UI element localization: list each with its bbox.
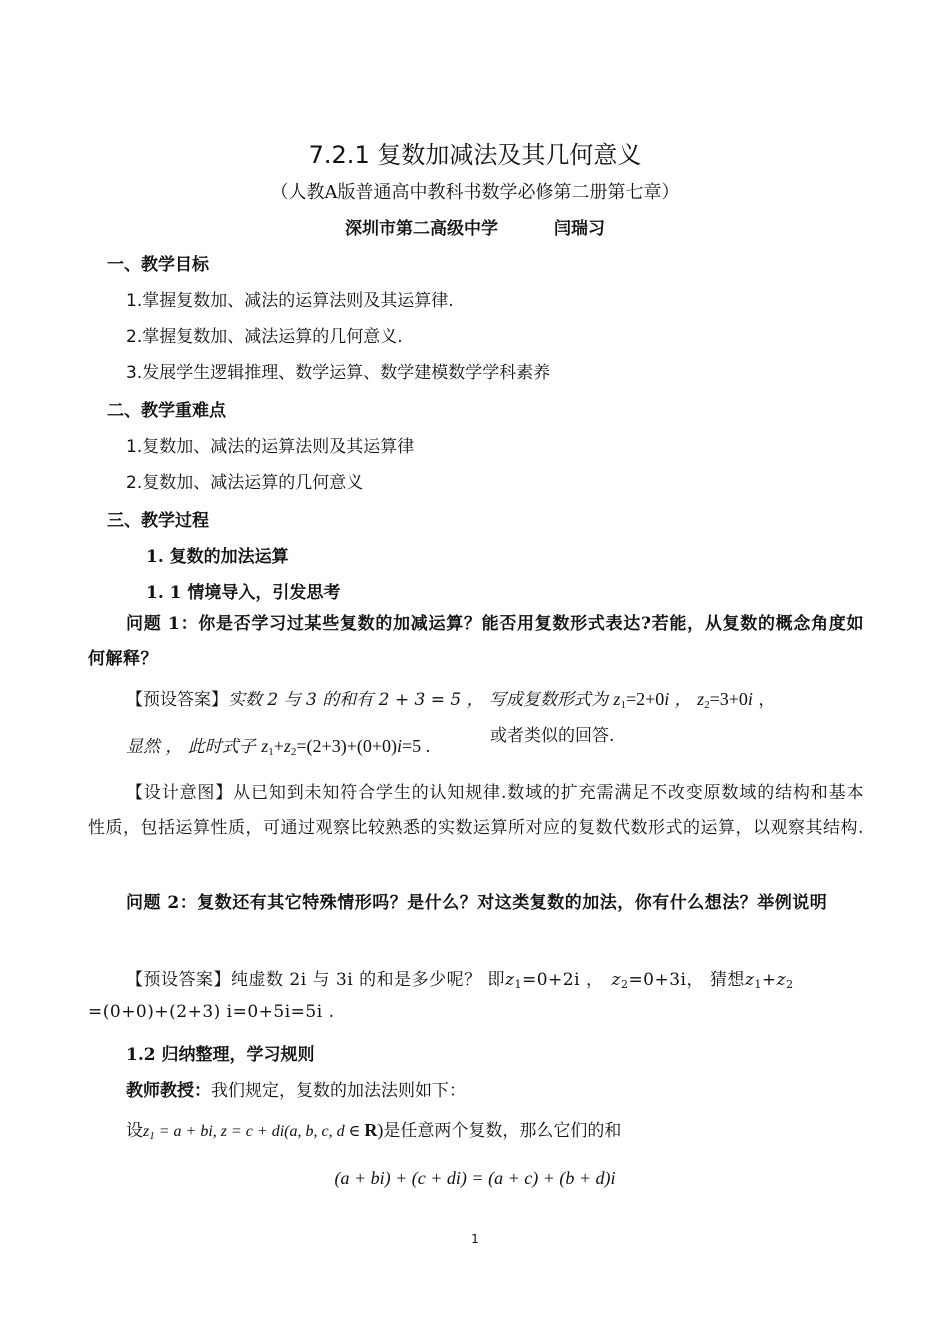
section-heading-goals: 一、教学目标: [107, 255, 209, 275]
teacher-instruction: [126, 1076, 466, 1101]
answer-1-tail: 或者类似的回答.: [490, 726, 615, 746]
question-2: 问题 2：复数还有其它特殊情形吗？是什么？对这类复数的加法，你有什么想法？举例说明: [126, 893, 828, 913]
keypoint-item-1: 1.复数加、减法的运算法则及其运算律: [126, 437, 415, 457]
teacher-text: 我们规定，复数的加法法则如下：: [211, 1081, 466, 1101]
rule-statement: 设$z_1 = a$ + bi, z = c + di(a, b, c, d ∈ R)是任意两个复数，那么它们的和: [126, 1120, 622, 1142]
z1-expression: $z_1=2+0i$: [613, 689, 670, 711]
section-heading-process: 三、教学过程: [107, 511, 209, 531]
subsection-addition: 1. 复数的加法运算: [146, 547, 289, 567]
page-subtitle: （人教A版普通高中教科书数学必修第二册第七章）: [270, 182, 680, 203]
teacher-label: 教师教授：: [126, 1081, 211, 1101]
author-name: 闫瑞习: [554, 219, 605, 239]
answer-2-label: 【预设答案】: [126, 970, 231, 990]
design-intent: 【设计意图】从已知到未知符合学生的认知规律.数域的扩充需满足不改变原数域的结构和基本性质，包括运算性质，可通过观察比较熟悉的实数运算所对应的复数代数形式的运算，以观察其结构.: [88, 783, 864, 838]
answer-2-line-2: =(0+0)+(2+3) i=0+5i=5i .: [88, 1002, 335, 1022]
answer-1-line-2: [126, 732, 430, 758]
rule-text: 是任意两个复数，那么它们的和: [383, 1121, 622, 1141]
rule-math: = a + bi, z = c + di(a, b, c, d ∈: [154, 1123, 365, 1140]
question-1: 问题 1：你是否学习过某些复数的加减运算？能否用复数形式表达?若能，从复数的概念角度如何解释？: [88, 614, 864, 669]
goal-item-1: 1.掌握复数加、减法的运算法则及其运算律.: [126, 291, 454, 311]
page-number: 1: [471, 1232, 479, 1246]
author-line: [0, 214, 950, 239]
section-heading-keypoints: 二、教学重难点: [107, 401, 226, 421]
sum-expression: $z_1+z_2=(2+3)+(0+0)i=5$ .: [261, 736, 431, 758]
answer-1-line-1: 【预设答案】实数 2 与 3 的和有 2 + 3 = 5 ， 写成复数形式为 $z_1=2+0i$ ， $z_2=3+0i$ ，: [126, 689, 776, 711]
keypoint-item-2: 2.复数加、减法运算的几何意义: [126, 473, 364, 493]
addition-formula: (a + bi) + (c + di) = (a + c) + (b + d)i: [334, 1168, 616, 1188]
answer-1-text-2: 显然 ， 此时式子: [126, 737, 262, 757]
answer-2-line-1: 【预设答案】纯虚数 2i 与 3i 的和是多少呢？ 即$z_1=0+2i$ ， $z_2=0+3i$， 猜想$z_1+z_2$: [126, 970, 794, 991]
z2-expression: $z_2=3+0i$: [697, 689, 753, 711]
goal-item-2: 2.掌握复数加、减法运算的几何意义.: [126, 327, 403, 347]
answer-1-text: 实数 2 与 3 的和有 2 + 3 = 5 ， 写成复数形式为: [228, 690, 614, 710]
subsection-intro: 1. 1 情境导入，引发思考: [146, 583, 341, 603]
answer-2-text: 纯虚数 2i 与 3i 的和是多少呢？ 即: [231, 970, 506, 990]
goal-item-3: 3.发展学生逻辑推理、数学运算、数学建模数学学科素养: [126, 363, 551, 383]
page-title: 7.2.1 复数加减法及其几何意义: [308, 141, 642, 169]
school-name: 深圳市第二高级中学: [345, 219, 498, 239]
subsection-rules: 1.2 归纳整理，学习规则: [126, 1045, 315, 1065]
answer-1-label: 【预设答案】: [126, 690, 228, 710]
